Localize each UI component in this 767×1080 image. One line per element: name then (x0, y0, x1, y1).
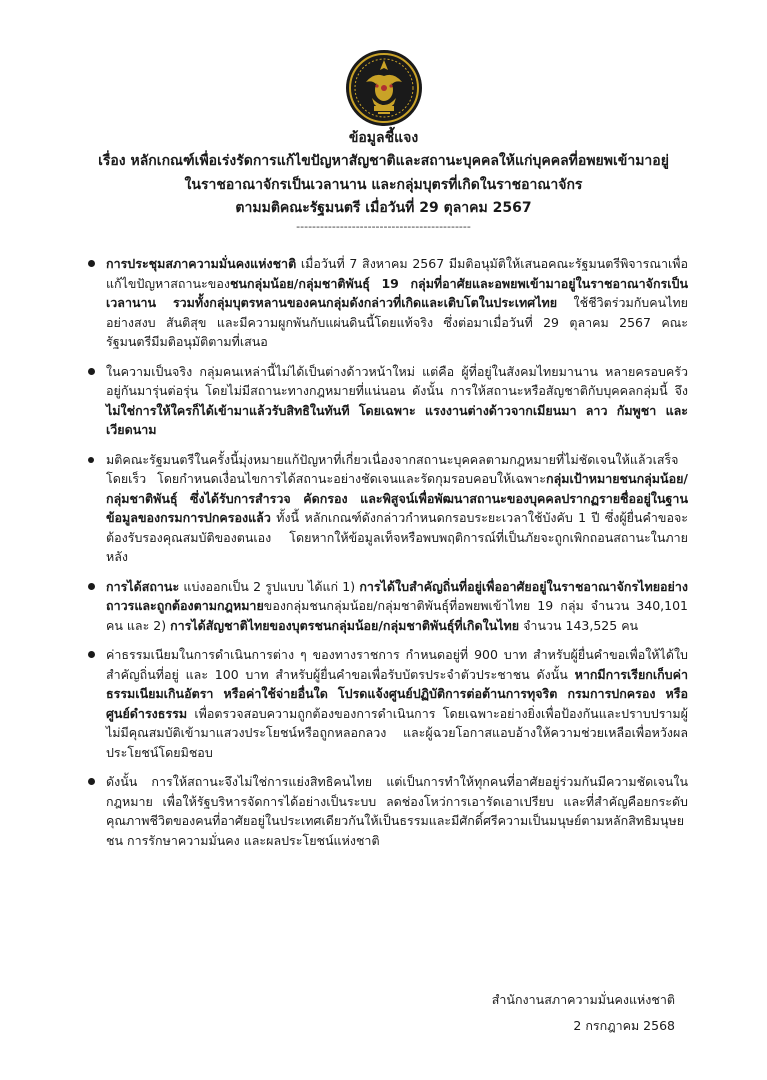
body-text: ค่าธรรมเนียมในการดำเนินการต่าง ๆ ของทางราชการ กำหนดอยู่ที่ 900 บาท สำหรับผู้ยื่นคำขอเพื่อให้ได้ใบสำคัญถิ่นที่อยู่ และ 100 บาท สำหรับผู้ยื่นคำขอเพื่อรับบัตรประจำตัวประชาชน ดังนั้น (106, 647, 688, 682)
bold-text: หากมีการเรียกเก็บค่าธรรมเนียมเกินอัตรา หรือค่าใช้จ่ายอื่นใด โปรดแจ้งศูนย์ปฏิบัติการต่อต้านการทุจริต กรมการปกครอง หรือศูนย์ดำรงธรรม (106, 666, 688, 721)
subject-line-2: ในราชอาณาจักรเป็นเวลานาน และกลุ่มบุตรที่เกิดในราชอาณาจักร (184, 177, 583, 193)
bullet-dot-icon (88, 583, 95, 590)
bold-text: ชนกลุ่มน้อย/กลุ่มชาติพันธุ์ 19 กลุ่มที่อาศัยและอพยพเข้ามาอยู่ในราชอาณาจักรเป็นเวลานาน รวมทั้งกลุ่มบุตรหลานของคนกลุ่มดังกล่าวที่เกิดและเติบโตในประเทศไทย (106, 275, 688, 310)
body-text: ในความเป็นจริง กลุ่มคนเหล่านี้ไม่ได้เป็นต่างด้าวหน้าใหม่ แต่คือ ผู้ที่อยู่ในสังคมไทยมานาน หลายครอบครัวอยู่กันมารุ่นต่อรุ่น โดยไม่มีสถานะทางกฎหมายที่แน่นอน ดังนั้น การให้สถานะหรือสัญชาติกับบุคคลกลุ่มนี้ จึง (106, 363, 688, 398)
bullet-paragraph (88, 362, 688, 440)
bullet-dot-icon (88, 260, 95, 267)
subject-line-1: เรื่อง หลักเกณฑ์เพื่อเร่งรัดการแก้ไขปัญหาสัญชาติและสถานะบุคคลให้แก่บุคคลที่อพยพเข้ามาอยู่ (98, 153, 669, 169)
body-text: ของกลุ่มชนกลุ่มน้อย/กลุ่มชาติพันธุ์ที่อพยพเข้าไทย 19 กลุ่ม จำนวน 340,101 คน และ 2) (106, 598, 688, 633)
bold-text: การได้ใบสำคัญถิ่นที่อยู่เพื่ออาศัยอยู่ในราชอาณาจักรไทยอย่างถาวรและถูกต้องตามกฎหมาย (106, 578, 688, 613)
subject-line-3: ตามมติคณะรัฐมนตรี เมื่อวันที่ 29 ตุลาคม 2567 (235, 200, 532, 216)
body-text: เพื่อตรวจสอบความถูกต้องของการดำเนินการ โดยเฉพาะอย่างยิ่งเพื่อป้องกันและปราบปรามผู้ไม่มีคุณสมบัติเข้ามาแสวงประโยชน์หรือถูกหลอกลวง และผู้ฉวยโอกาสแอบอ้างให้ความช่วยเหลือเพื่อหวังผลประโยชน์โดยมิชอบ (106, 705, 688, 760)
bullet-dot-icon (88, 457, 94, 463)
body-text: เมื่อวันที่ 7 สิงหาคม 2567 มีมติอนุมัติให้เสนอคณะรัฐมนตรีพิจารณาเพื่อแก้ไขปัญหาสถานะของ (106, 256, 688, 291)
bold-text: การได้สถานะ (106, 578, 180, 594)
bullet-list (88, 254, 688, 850)
bullet-paragraph (88, 254, 688, 352)
bullet-dot-icon (88, 368, 95, 375)
body-text: ใช้ชีวิตร่วมกับคนไทยอย่างสงบ สันติสุข และมีความผูกพันกับแผ่นดินนี้โดยแท้จริง ซึ่งต่อมาเมื่อวันที่ 29 ตุลาคม 2567 คณะรัฐมนตรีมีมติอนุมัติตามที่เสนอ (106, 295, 689, 349)
bullet-paragraph (88, 577, 688, 636)
bullet-dot-icon (88, 778, 95, 785)
bold-text: การได้สัญชาติไทยของบุตรชนกลุ่มน้อย/กลุ่มชาติพันธุ์ที่เกิดในไทย (170, 617, 520, 633)
bullet-paragraph (88, 450, 688, 567)
bullet-paragraph (88, 645, 688, 762)
issue-date: 2 กรกฎาคม 2568 (573, 1018, 675, 1033)
issuing-agency: สำนักงานสภาความมั่นคงแห่งชาติ (491, 992, 675, 1007)
bullet-dot-icon (88, 651, 95, 658)
garuda-seal-icon (344, 48, 424, 128)
body-text: จำนวน 143,525 คน (519, 617, 639, 633)
body-text: ดังนั้น การให้สถานะจึงไม่ใช่การแย่งสิทธิคนไทย แต่เป็นการทำให้ทุกคนที่อาศัยอยู่ร่วมกันมีความชัดเจนในกฎหมาย เพื่อให้รัฐบริหารจัดการได้อย่างเป็นระบบ ลดช่องโหว่การเอารัดเอาเปรียบ และที่สำคัญคือยกระดับคุณภาพชีวิตของคนที่อาศัยอยู่ในประเทศเดียวกันให้เป็นธรรมและมีศักดิ์ศรีความเป็นมนุษย์ตามหลักสิทธิมนุษยชน การรักษาความมั่นคง และผลประโยชน์แห่งชาติ (106, 774, 688, 848)
document-title: ข้อมูลชี้แจง (348, 130, 419, 146)
body-text: แบ่งออกเป็น 2 รูปแบบ ได้แก่ 1) (179, 578, 360, 594)
bold-text: ไม่ใช่การให้ใครก็ได้เข้ามาแล้วรับสิทธิในทันที โดยเฉพาะ แรงงานต่างด้าวจากเมียนมา ลาว กัมพูชา และเวียดนาม (106, 402, 688, 437)
body-text: ทั้งนี้ หลักเกณฑ์ดังกล่าวกำหนดกรอบระยะเวลาใช้บังคับ 1 ปี ซึ่งผู้ยื่นคำขอจะต้องรับรองคุณสมบัติของตนเอง โดยหากให้ข้อมูลเท็จหรือพบพฤติการณ์ที่เป็นภัยจะถูกเพิกถอนสถานะในภายหลัง (106, 510, 688, 564)
title-divider: -------------------------------------------- (296, 220, 471, 233)
bold-text: การประชุมสภาความมั่นคงแห่งชาติ (106, 256, 297, 271)
body-text: มติคณะรัฐมนตรีในครั้งนี้มุ่งหมายแก้ปัญหาที่เกี่ยวเนื่องจากสถานะบุคคลตามกฎหมายที่ไม่ชัดเจนให้แล้วเสร็จโดยเร็ว โดยกำหนดเงื่อนไขการได้สถานะอย่างชัดเจนและรัดกุมรอบคอบให้เฉพาะ (106, 451, 679, 486)
bold-text: กลุ่มเป้าหมายชนกลุ่มน้อย/กลุ่มชาติพันธุ์ ซึ่งได้รับการสำรวจ คัดกรอง และพิสูจน์เพื่อพัฒนาสถานะของบุคคลปรากฏรายชื่ออยู่ในฐานข้อมูลของกรมการปกครองแล้ว (106, 471, 688, 525)
bullet-paragraph (88, 772, 688, 850)
